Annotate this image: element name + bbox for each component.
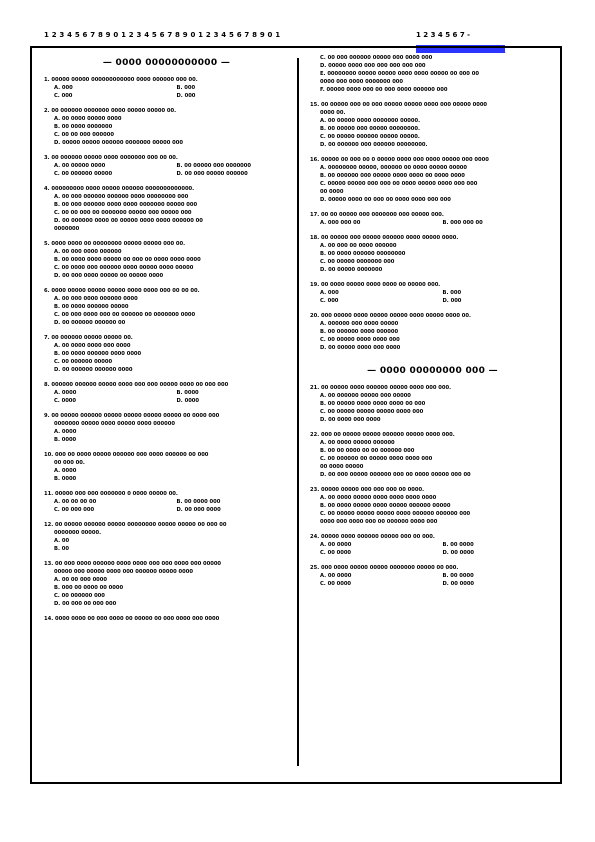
answer-option: C. 00 00 000 000000 <box>54 132 114 138</box>
answer-option: B. 00 0000 0000 00000 00 000 00 0000 0000 0000 <box>54 257 201 263</box>
question-item <box>44 521 289 553</box>
question-stem: 25. 000 0000 00000 00000 0000000 00000 00 000. <box>310 565 459 571</box>
question-item <box>310 54 555 94</box>
answer-option: 00 0000 00000 <box>320 464 364 470</box>
answer-options <box>44 498 289 514</box>
answer-option: D. 00 0000 000 0000 <box>320 417 381 423</box>
answer-option: A. 00000000 00000, 000000 00 0000 00000 00000 <box>320 165 468 171</box>
answer-option: B. 00 00000 000 00000 00000000. <box>320 126 420 132</box>
section-title: — 0000 00000000000 — <box>102 58 231 68</box>
answer-option: D. 000 <box>176 93 196 99</box>
answer-option: A. 00 000 0000 000000 <box>54 249 122 255</box>
left-column <box>44 54 289 630</box>
question-stem: 20. 000 00000 0000 00000 00000 0000 00000 0000 00. <box>310 313 471 319</box>
answer-options <box>44 193 289 233</box>
answer-option: A. 00 000 00 0000 000000 <box>320 243 397 249</box>
question-item <box>44 615 289 623</box>
question-stem: 15. 00 00000 000 00 000 00000 00000 0000 000 00000 0000 <box>310 102 488 108</box>
answer-option: 0000000 00000 0000 00000 0000 000000 <box>54 421 175 427</box>
answer-option: F. 00000 0000 000 00 000 0000 000000 000 <box>320 87 448 93</box>
question-stem: 23. 00000 00000 000 000 000 00 0000. <box>310 487 425 493</box>
answer-option: E. 00000000 00000 00000 0000 0000 00000 00 000 00 <box>320 71 479 77</box>
answer-option: D. 00 000 0000 00000 00 00000 0000 <box>54 273 164 279</box>
header-link[interactable]: www.0000000000.com <box>416 45 506 53</box>
question-stem: 18. 00 00000 000 00000 000000 0000 00000 0000. <box>310 235 459 241</box>
answer-option: D. 00 0000 <box>442 550 475 556</box>
question-stem: 11. 00000 000 000 0000000 0 0000 00000 00. <box>44 491 178 497</box>
answer-option: D. 00 000000 000000 00 <box>54 320 126 326</box>
answer-option: B. 00 0000 0000000 <box>54 124 113 130</box>
answer-option: A. 00 0000 00000 0000 <box>54 116 122 122</box>
answer-option: 0000 000 0000 000 00 000000 0000 000 <box>320 519 438 525</box>
answer-options <box>310 219 555 227</box>
answer-option: D. 00 000000 000 000000 00000000. <box>320 142 428 148</box>
answer-option: D. 00000 00000 000000 0000000 00000 000 <box>54 140 184 146</box>
question-item <box>310 281 555 305</box>
question-stem: 9. 00 00000 000000 00000 00000 00000 00000 00 0000 000 <box>44 413 220 419</box>
answer-option: C. 00 000 000 <box>54 507 95 513</box>
question-item <box>44 560 289 608</box>
question-item <box>44 334 289 374</box>
answer-option: C. 00 00000 000000 00000 00000. <box>320 134 420 140</box>
answer-option: A. 000 <box>320 290 339 296</box>
question-stem: 10. 000 00 0000 00000 000000 000 0000 000000 00 000 <box>44 452 209 458</box>
question-stem: 8. 000000 000000 00000 0000 000 000 00000 0000 00 000 000 <box>44 382 229 388</box>
answer-options <box>44 248 289 280</box>
section-title: — 0000 00000000 000 — <box>367 366 498 376</box>
answer-option: D. 00 000 00 000 000 <box>54 601 117 607</box>
answer-option: B. 000 <box>442 290 462 296</box>
question-list <box>44 76 289 623</box>
answer-option: C. 00 00000 00000 00000 0000 000000 000000 000 <box>320 511 471 517</box>
answer-option: A. 000000 000 0000 00000 <box>320 321 399 327</box>
answer-option: B. 00 00000 000 0000000 <box>176 163 252 169</box>
answer-option: B. 0000 <box>54 437 77 443</box>
answer-option: B. 00 00 0000 00 00 000000 000 <box>320 448 415 454</box>
answer-option: D. 00 00000 0000 000 0000 <box>320 345 401 351</box>
answer-option: A. 00 <box>54 538 70 544</box>
answer-option: D. 00 00000 0000000 <box>320 267 383 273</box>
question-stem: 6. 0000 00000 00000 00000 0000 0000 000 00 00 00. <box>44 288 200 294</box>
answer-option: C. 00 00000 00000 00000 0000 000 <box>320 409 424 415</box>
answer-option: A. 00 000 0000 000000 0000 <box>54 296 138 302</box>
answer-option: C. 00 000000 00000 <box>54 171 113 177</box>
question-item <box>310 384 555 424</box>
answer-options <box>310 541 555 557</box>
question-item <box>44 76 289 100</box>
answer-option: B. 000 <box>176 85 196 91</box>
answer-options <box>44 115 289 147</box>
answer-option: A. 00 00 00 00 <box>54 499 97 505</box>
question-stem: 16. 00000 00 000 00 0 00000 0000 000 0000 00000 000 0000 <box>310 157 489 163</box>
answer-option: B. 00 000 000000 0000 0000 0000000 00000 000 <box>54 202 198 208</box>
answer-option: A. 00 0000 00000 0000 0000 0000 0000 <box>320 495 437 501</box>
answer-option: B. 00 0000 00000 0000 00000 000000 00000 <box>320 503 451 509</box>
answer-options <box>310 164 555 204</box>
answer-option: B. 00 0000 000000 0000 0000 <box>54 351 142 357</box>
answer-option: 00000 000 00000 0000 000 000000 00000 0000 <box>54 569 193 575</box>
answer-option: B. 00 00000 0000 0000 0000 00 000 <box>320 401 426 407</box>
answer-option: C. 00 0000 <box>320 550 352 556</box>
answer-option: C. 00 000 000000 00000 000 0000 000 <box>320 55 433 61</box>
question-stem: 13. 00 000 0000 000000 0000 0000 000 000 0000 000 00000 <box>44 561 222 567</box>
answer-option: C. 000 <box>320 298 339 304</box>
answer-option: B. 000 00 0000 00 0000 <box>54 585 124 591</box>
answer-option: D. 00 000 00000 000000 <box>176 171 248 177</box>
question-stem: 22. 000 00 00000 00000 000000 00000 0000 000. <box>310 432 455 438</box>
answer-options <box>44 529 289 553</box>
answer-option: 0000000 00000. <box>54 530 102 536</box>
answer-option: 0000 00. <box>320 110 346 116</box>
question-item <box>310 234 555 274</box>
answer-option: B. 0000 <box>54 476 77 482</box>
answer-options <box>310 320 555 352</box>
answer-option: A. 00 00 000 0000 <box>54 577 108 583</box>
question-item <box>310 533 555 557</box>
answer-option: 00 000 00. <box>54 460 85 466</box>
answer-options <box>44 389 289 405</box>
question-stem: 24. 00000 0000 000000 00000 000 00 000. <box>310 534 435 540</box>
question-item <box>310 486 555 526</box>
answer-option: A. 00 00000 0000 <box>54 163 106 169</box>
question-stem: 3. 00 000000 00000 0000 0000000 000 00 00. <box>44 155 178 161</box>
question-item <box>44 451 289 483</box>
question-item <box>44 185 289 233</box>
answer-options <box>44 568 289 608</box>
answer-option: C. 00 000000 00 00000 0000 0000 000 <box>320 456 433 462</box>
answer-option: D. 000 <box>442 298 462 304</box>
header-title: 1 2 3 4 5 6 7 8 9 0 1 2 3 4 5 6 7 8 9 0 1 2 3 4 5 6 7 8 9 0 1 <box>44 31 281 39</box>
answer-options <box>310 439 555 479</box>
question-item <box>310 564 555 588</box>
answer-option: A. 000 <box>54 85 73 91</box>
answer-option: B. 000 000 00 <box>442 220 483 226</box>
answer-option: D. 00000 0000 00 000 00 0000 0000 000 000 <box>320 197 451 203</box>
answer-option: C. 00000 00000 000 000 00 0000 00000 0000 000 000 <box>320 181 478 187</box>
answer-option: C. 00 00 000 00 0000000 00000 000 00000 000 <box>54 210 192 216</box>
answer-options <box>310 289 555 305</box>
question-stem: 7. 00 000000 00000 00000 00. <box>44 335 133 341</box>
answer-option: C. 00 000000 000 <box>54 593 105 599</box>
answer-option: B. 00 000000 0000 000000 <box>320 329 399 335</box>
question-item <box>44 490 289 514</box>
answer-option: B. 00 0000 000000 00000 <box>54 304 129 310</box>
question-stem: 17. 00 00 00000 000 0000000 000 00000 000. <box>310 212 444 218</box>
question-item <box>310 101 555 149</box>
answer-option: B. 00 000000 000 00000 0000 0000 00 0000 0000 <box>320 173 465 179</box>
question-stem: 19. 00 0000 00000 0000 0000 00 00000 000. <box>310 282 441 288</box>
question-stem: 12. 00 00000 000000 00000 00000000 00000 00000 00 000 00 <box>44 522 227 528</box>
answer-option: A. 00 0000 <box>320 573 352 579</box>
answer-option: C. 00 000000 00000 <box>54 359 113 365</box>
answer-option: D. 00 000 00000 000000 000 00 0000 00000 000 00 <box>320 472 471 478</box>
answer-option: D. 00000 0000 000 000 000 000 000 <box>320 63 426 69</box>
answer-option: B. 00 0000 000000 00000000 <box>320 251 406 257</box>
answer-option: B. 00 0000 <box>442 542 474 548</box>
answer-option: A. 0000 <box>54 429 77 435</box>
question-item <box>44 412 289 444</box>
answer-option: A. 0000 <box>54 390 77 396</box>
question-stem: 21. 00 00000 0000 000000 00000 0000 000 000. <box>310 385 452 391</box>
question-item <box>310 312 555 352</box>
answer-option: A. 00 000 000000 000000 0000 00000000 000 <box>54 194 189 200</box>
answer-option: C. 0000 <box>54 398 77 404</box>
answer-option: C. 000 <box>54 93 73 99</box>
answer-options <box>44 342 289 374</box>
answer-options <box>310 494 555 526</box>
question-list <box>310 384 555 588</box>
answer-options <box>44 295 289 327</box>
question-item <box>44 154 289 178</box>
question-stem: 1. 00000 00000 000000000000 0000 000000 000 00. <box>44 77 198 83</box>
answer-option: 00 0000 <box>320 189 344 195</box>
answer-option: B. 00 0000 <box>442 573 474 579</box>
answer-option: A. 00 0000 00000 000000 <box>320 440 395 446</box>
header-right-label: 1 2 3 4 5 6 7 - <box>416 31 471 39</box>
answer-option: D. 00 000 0000 <box>176 507 221 513</box>
answer-option: A. 00 00000 0000 0000000 00000. <box>320 118 421 124</box>
answer-options <box>310 54 555 94</box>
answer-options <box>310 572 555 588</box>
answer-option: D. 00 000000 000000 0000 <box>54 367 133 373</box>
column-divider <box>297 58 299 766</box>
answer-option: A. 00 0000 <box>320 542 352 548</box>
question-stem: 5. 0000 0000 00 00000000 00000 00000 000 00. <box>44 241 186 247</box>
answer-option: 0000 000 0000 0000000 000 <box>320 79 404 85</box>
answer-option: B. 00 <box>54 546 69 552</box>
answer-option: A. 00 000000 00000 000 00000 <box>320 393 411 399</box>
answer-option: B. 0000 <box>176 390 199 396</box>
page-header <box>44 28 554 53</box>
answer-options <box>44 84 289 100</box>
question-item <box>310 431 555 479</box>
question-list <box>310 54 555 352</box>
right-column <box>310 54 555 595</box>
question-item <box>310 156 555 204</box>
answer-options <box>310 109 555 149</box>
answer-option: 0000000 <box>54 226 80 232</box>
question-stem: 14. 0000 0000 00 000 0000 00 00000 00 000 0000 000 0000 <box>44 616 220 622</box>
answer-options <box>310 242 555 274</box>
question-item <box>310 211 555 227</box>
answer-option: A. 00 0000 0000 000 0000 <box>54 343 131 349</box>
answer-option: C. 00 0000 000 000000 0000 00000 0000 00000 <box>54 265 194 271</box>
answer-option: C. 00 00000 0000000 000 <box>320 259 395 265</box>
answer-option: A. 000 000 00 <box>320 220 361 226</box>
answer-option: A. 0000 <box>54 468 77 474</box>
question-item <box>44 287 289 327</box>
answer-options <box>44 162 289 178</box>
question-item <box>44 381 289 405</box>
question-stem: 2. 00 000000 0000000 0000 00000 00000 00. <box>44 108 177 114</box>
answer-option: D. 00 0000 <box>442 581 475 587</box>
answer-option: D. 00 000000 0000 00 00000 0000 0000 000000 00 <box>54 218 203 224</box>
answer-option: C. 00 00000 0000 0000 000 <box>320 337 400 343</box>
answer-option: C. 00 0000 <box>320 581 352 587</box>
question-item <box>44 107 289 147</box>
answer-option: B. 00 0000 000 <box>176 499 221 505</box>
answer-options <box>310 392 555 424</box>
answer-options <box>44 459 289 483</box>
answer-option: D. 0000 <box>176 398 200 404</box>
answer-options <box>44 420 289 444</box>
question-item <box>44 240 289 280</box>
question-stem: 4. 000000000 0000 00000 000000 0000000000000. <box>44 186 195 192</box>
answer-option: C. 00 000 0000 000 00 000000 00 0000000 0000 <box>54 312 196 318</box>
